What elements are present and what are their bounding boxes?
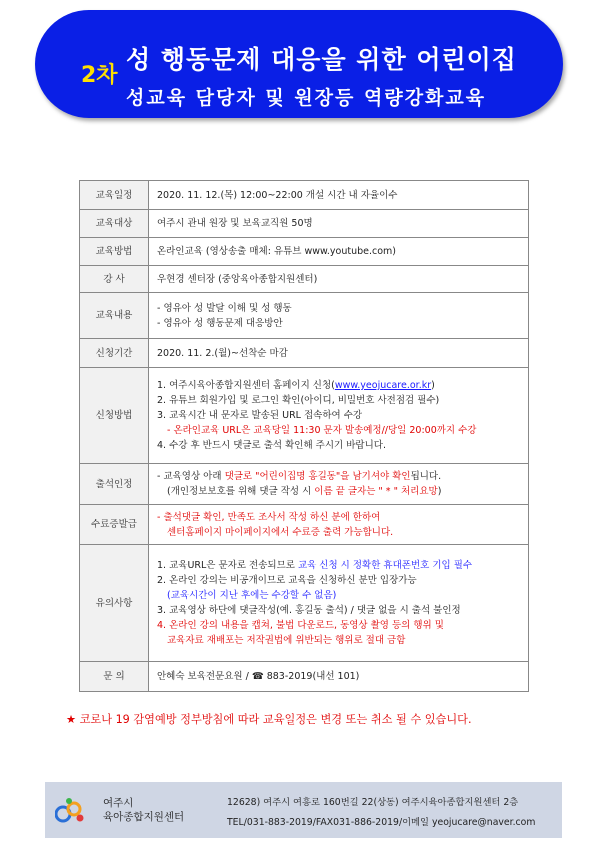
row-method	[80, 238, 529, 266]
title-line-2: 성교육 담당자 및 원장등 역량강화교육	[126, 87, 487, 109]
value-content	[149, 293, 529, 339]
content-item-1: - 영유아 성 발달 이해 및 성 행동	[157, 302, 292, 314]
footer-address: 12628) 여주시 여흥로 160번길 22(상동) 여주시육아종합지원센터 2층	[227, 797, 519, 808]
row-schedule	[80, 181, 529, 210]
content-item-2: - 영유아 성 행동문제 대응방안	[157, 317, 283, 329]
notes-line-2: 2. 온라인 강의는 비공개이므로 교육을 신청하신 분만 입장가능	[157, 575, 417, 586]
label-certificate: 수료증발급	[80, 505, 149, 545]
label-content: 교육내용	[80, 293, 149, 339]
label-apply: 신청방법	[80, 368, 149, 464]
apply-item-2: 2. 유튜브 회원가입 및 로그인 확인(아이디, 비밀번호 사전점검 필수)	[157, 395, 440, 406]
notes-line-1: 1. 교육URL은 문자로 전송되므로 교육 신청 시 정확한 휴대폰번호 기입 필수	[157, 560, 473, 571]
notes-line-4: 4. 온라인 강의 내용을 캡쳐, 불법 다운로드, 동영상 촬영 등의 행위 및	[157, 620, 444, 631]
label-schedule: 교육일정	[80, 181, 149, 210]
row-lecturer	[80, 266, 529, 293]
attendance-line-1: - 교육영상 아래 댓글로 "어린이집명 홍길동"을 남기셔야 확인됩니다.	[157, 471, 442, 482]
value-schedule: 2020. 11. 12.(목) 12:00~22:00 개설 시간 내 자율이수	[149, 181, 529, 210]
notes-line-4-sub: 교육자료 재배포는 저작권법에 위반되는 행위로 절대 금함	[167, 635, 406, 646]
notes-line-3: 3. 교육영상 하단에 댓글작성(예. 홍길동 출석) / 댓글 없을 시 출석 불인정	[157, 605, 461, 616]
round-badge: 2차	[81, 63, 118, 88]
label-period: 신청기간	[80, 339, 149, 368]
value-contact: 안혜숙 보육전문요원 / ☎ 883-2019(내선 101)	[149, 662, 529, 692]
label-notes: 유의사항	[80, 545, 149, 662]
row-period	[80, 339, 529, 368]
value-lecturer: 우현경 센터장 (중앙육아종합지원센터)	[149, 266, 529, 293]
center-logo-icon	[55, 797, 85, 825]
homepage-link[interactable]: www.yeojucare.or.kr	[334, 380, 432, 391]
org-name-line-1: 여주시	[103, 797, 134, 809]
value-certificate	[149, 505, 529, 545]
row-apply	[80, 368, 529, 464]
title-line-1: 성 행동문제 대응을 위한 어린이집	[126, 45, 517, 74]
notes-line-2-sub: (교육시간이 지난 후에는 수강할 수 없음)	[167, 590, 337, 601]
apply-item-1: 1. 여주시육아종합지원센터 홈페이지 신청(www.yeojucare.or.kr)	[157, 380, 435, 391]
footer-bar	[45, 782, 562, 838]
label-attendance: 출석인정	[80, 464, 149, 505]
row-attendance	[80, 464, 529, 505]
row-contact	[80, 662, 529, 692]
org-name-line-2: 육아종합지원센터	[103, 811, 185, 823]
title-banner	[35, 10, 563, 118]
covid-notice: ★ 코로나 19 감염예방 정부방침에 따라 교육일정은 변경 또는 취소 될 수 있습니다.	[66, 713, 472, 726]
info-table	[79, 180, 529, 692]
value-apply	[149, 368, 529, 464]
value-notes	[149, 545, 529, 662]
value-attendance	[149, 464, 529, 505]
value-period: 2020. 11. 2.(월)~선착순 마감	[149, 339, 529, 368]
footer-contact: TEL/031-883-2019/FAX031-886-2019/이메일 yeojucare@naver.com	[227, 817, 536, 828]
row-certificate	[80, 505, 529, 545]
apply-item-3-note: - 온라인교육 URL은 교육당일 11:30 문자 발송예정//당일 20:00까지 수강	[167, 425, 477, 436]
certificate-line-2: 센터홈페이지 마이페이지에서 수료증 출력 가능합니다.	[167, 526, 394, 538]
value-method: 온라인교육 (영상송출 매체: 유튜브 www.youtube.com)	[149, 238, 529, 266]
label-lecturer: 강 사	[80, 266, 149, 293]
phone-icon: ☎	[251, 671, 264, 682]
label-target: 교육대상	[80, 210, 149, 238]
label-method: 교육방법	[80, 238, 149, 266]
org-name	[103, 796, 184, 824]
label-contact: 문 의	[80, 662, 149, 692]
row-target	[80, 210, 529, 238]
apply-item-4: 4. 수강 후 반드시 댓글로 출석 확인해 주시기 바랍니다.	[157, 440, 386, 451]
row-content	[80, 293, 529, 339]
attendance-line-2: (개인정보보호를 위해 댓글 작성 시 이름 끝 글자는 " * " 처리요망)	[167, 486, 442, 497]
value-target: 여주시 관내 원장 및 보육교직원 50명	[149, 210, 529, 238]
row-notes	[80, 545, 529, 662]
apply-item-3: 3. 교육시간 내 문자로 발송된 URL 접속하여 수강	[157, 410, 363, 421]
certificate-line-1: - 출석댓글 확인, 만족도 조사서 작성 하신 분에 한하여	[157, 511, 381, 523]
